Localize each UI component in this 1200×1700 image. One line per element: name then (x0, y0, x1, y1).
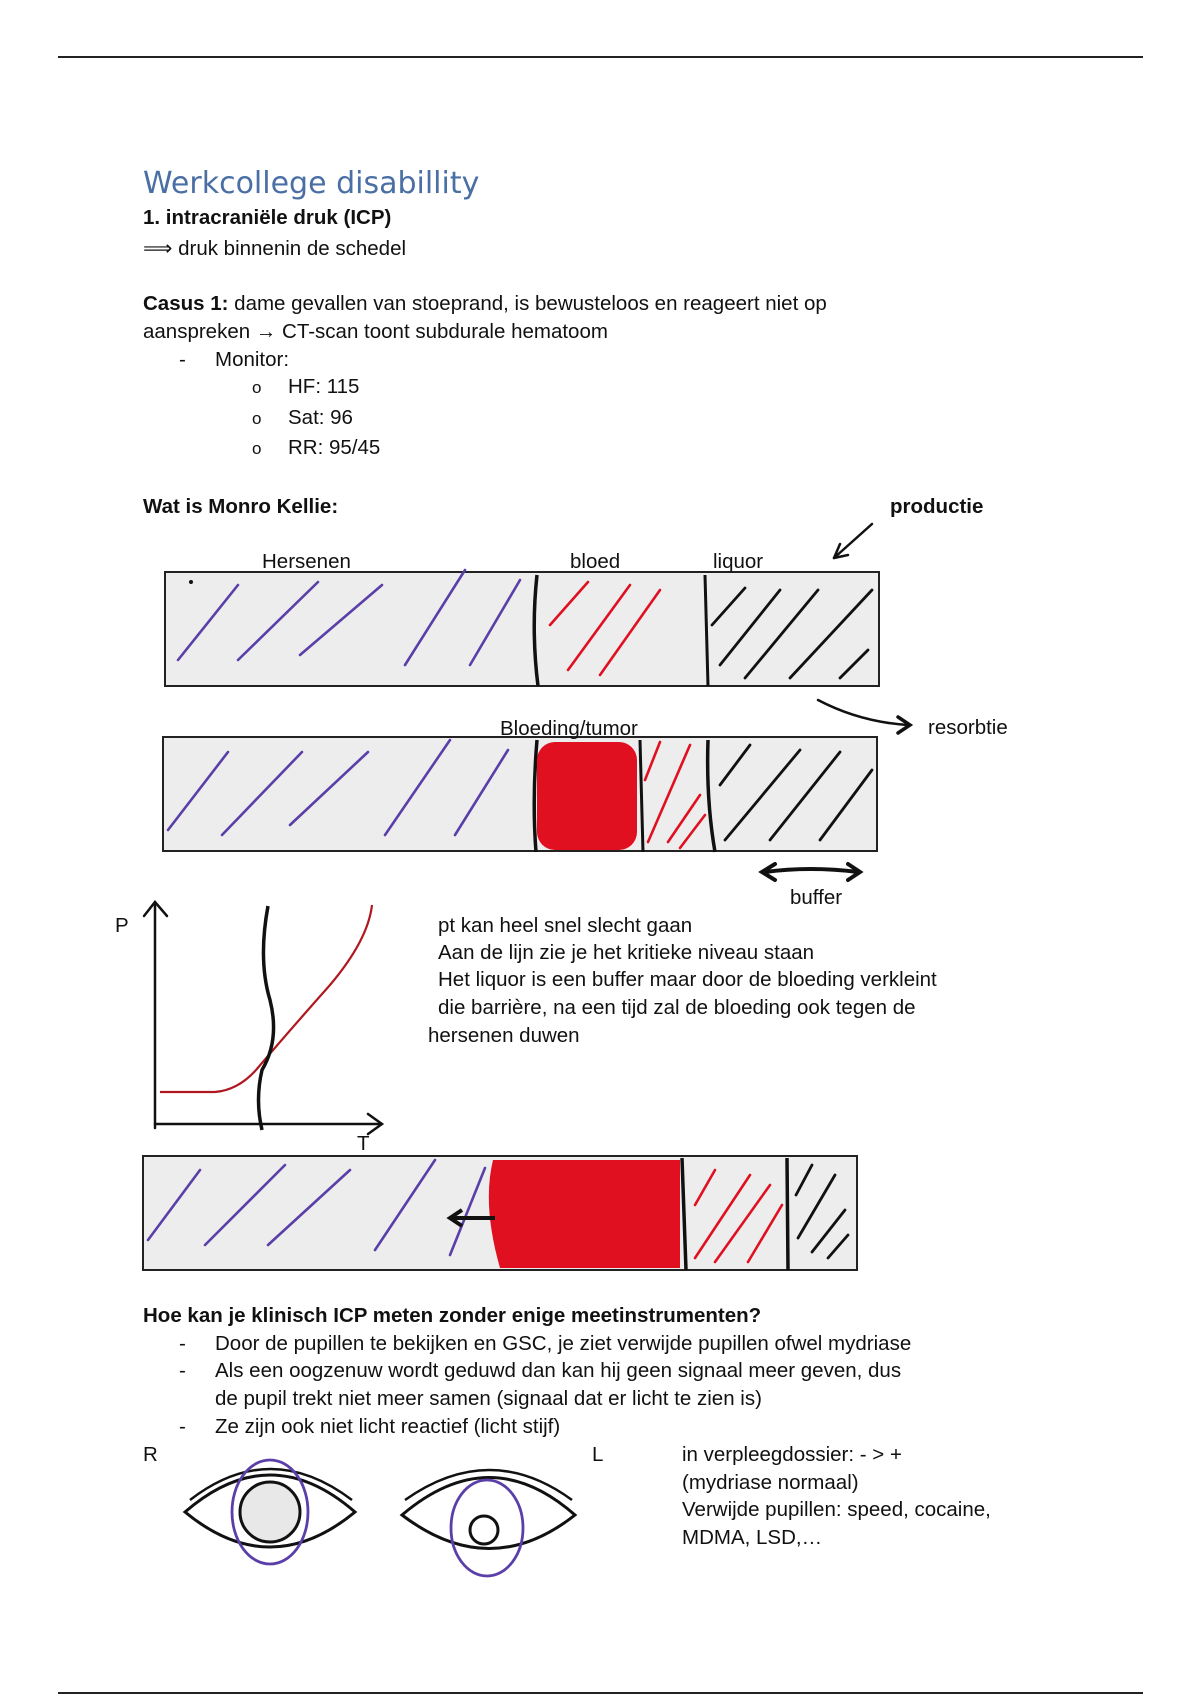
label-liquor: liquor (713, 550, 764, 573)
clinical-bullet-text: Ze zijn ook niet licht reactief (licht stijf) (215, 1415, 561, 1438)
label-resorbtie: resorbtie (928, 716, 1008, 739)
monitor-label: Monitor: (215, 348, 290, 371)
section-heading-icp: 1. intracraniële druk (ICP) (143, 206, 392, 229)
casus-line-2: aanspreken → CT-scan toont subdurale hematoom (143, 320, 608, 343)
graph-note: die barrière, na een tijd zal de bloeding ook tegen de (438, 996, 916, 1019)
graph-y-label: P (115, 914, 129, 937)
left-eye-normal-pupil (402, 1470, 575, 1576)
graph-x-label: T (357, 1132, 370, 1155)
clinical-bullet-text: Door de pupillen te bekijken en GSC, je ziet verwijde pupillen ofwel mydriase (215, 1332, 912, 1355)
bullet-dash: - (179, 1332, 186, 1355)
monro-heading: Wat is Monro Kellie: (143, 495, 339, 518)
right-eye-dilated-pupil (185, 1460, 355, 1564)
double-arrow-icon: ⟹ (143, 236, 173, 260)
label-productie: productie (890, 495, 984, 518)
page-title: Werkcollege disabillity (143, 166, 480, 201)
pressure-time-graph (144, 902, 382, 1134)
eye-label-right: R (143, 1443, 158, 1466)
bullet-dash: - (179, 1359, 186, 1382)
diagram-normal-state (165, 570, 879, 686)
graph-note: Het liquor is een buffer maar door de bloeding verkleint (438, 968, 937, 991)
label-hersenen: Hersenen (262, 550, 351, 573)
graph-note: Aan de lijn zie je het kritieke niveau staan (438, 941, 815, 964)
diagram-compression-state (143, 1156, 857, 1270)
clinical-bullet-text: Als een oogzenuw wordt geduwd dan kan hij geen signaal meer geven, dus (215, 1359, 902, 1382)
clinical-bullet (179, 1413, 560, 1441)
eye-note: Verwijde pupillen: speed, cocaine, (682, 1498, 991, 1521)
vital-hf: HF: 115 (288, 375, 360, 398)
diagram-bleeding-state (163, 737, 877, 852)
productie-arrow (834, 524, 872, 558)
eye-label-left: L (592, 1443, 604, 1466)
vital-rr: RR: 95/45 (288, 436, 381, 459)
label-bloeding-tumor: Bloeding/tumor (500, 717, 638, 740)
vital-sat: Sat: 96 (288, 406, 353, 429)
eye-note: in verpleegdossier: - > + (682, 1443, 902, 1466)
eye-note: (mydriase normaal) (682, 1471, 859, 1494)
clinical-bullet (179, 1330, 911, 1358)
graph-note: pt kan heel snel slecht gaan (438, 914, 693, 937)
bullet-dash: - (179, 1415, 186, 1438)
clinical-heading: Hoe kan je klinisch ICP meten zonder enige meetinstrumenten? (143, 1304, 762, 1327)
graph-note: hersenen duwen (428, 1024, 580, 1047)
casus-text-1: dame gevallen van stoeprand, is bewusteloos en reageert niet op (228, 292, 827, 315)
bullet-circle: o (252, 409, 262, 428)
bullet-circle: o (252, 439, 262, 458)
icp-definition: druk binnenin de schedel (178, 237, 407, 260)
eye-note: MDMA, LSD,… (682, 1526, 823, 1549)
clinical-bullet-continuation: de pupil trekt niet meer samen (signaal dat er licht te zien is) (215, 1387, 762, 1410)
label-buffer: buffer (790, 886, 843, 909)
bullet-circle: o (252, 378, 262, 397)
clinical-bullet (179, 1357, 901, 1385)
label-bloed: bloed (570, 550, 621, 573)
bullet-dash: - (179, 348, 186, 371)
casus-label: Casus 1: (143, 292, 229, 315)
buffer-arrow (762, 864, 860, 880)
resorbtie-arrow (818, 700, 908, 725)
